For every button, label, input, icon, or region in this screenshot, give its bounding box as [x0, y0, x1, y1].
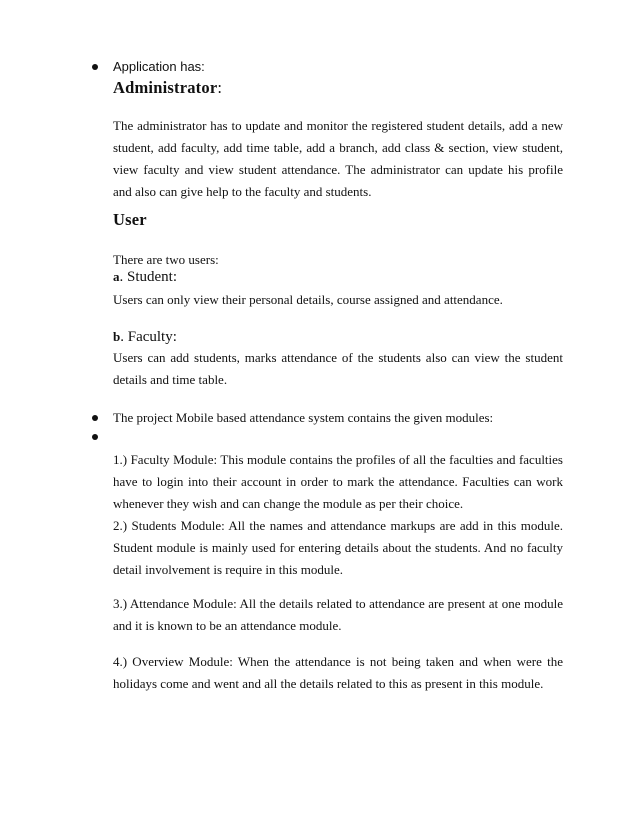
user-heading: User — [113, 210, 147, 229]
student-marker: a — [113, 269, 120, 284]
application-has-text: Application has: — [113, 59, 205, 74]
user-intro-text: There are two users: — [113, 252, 219, 267]
faculty-label-text: . Faculty: — [120, 329, 177, 345]
faculty-label — [113, 329, 177, 346]
administrator-heading-colon: : — [217, 78, 223, 97]
student-label — [113, 269, 177, 286]
module-item-overview: 4.) Overview Module: When the attendance is not being taken and when were the holidays come and went and all the details related to this as present in this module. — [113, 654, 563, 691]
faculty-description: Users can add students, marks attendance of the students also can view the student details and time table. — [113, 350, 563, 387]
module-item-attendance: 3.) Attendance Module: All the details related to attendance are present at one module and it is known to be an attendance module. — [113, 596, 563, 633]
administrator-paragraph: The administrator has to update and monitor the registered student details, add a new student, add faculty, add time table, add a branch, add class & section, view student, view faculty and view student attendance. The administrator can update his profile and also can give help to the faculty and students. — [113, 118, 563, 199]
faculty-marker: b — [113, 329, 121, 344]
administrator-heading-text: Administrator — [113, 78, 218, 97]
administrator-heading — [113, 78, 222, 98]
bullet-icon — [92, 434, 98, 440]
module-item-students: 2.) Students Module: All the names and attendance markups are add in this module. Student module is mainly used for entering details about the students. And no faculty detail involvement is require in this module. — [113, 518, 563, 577]
bullet-icon — [92, 415, 98, 421]
bullet-icon — [92, 64, 98, 70]
module-item-faculty: 1.) Faculty Module: This module contains the profiles of all the faculties and faculties have to login into their account in order to mark the attendance. Faculties can work whenever they wish and can change the module as per their choice. — [113, 452, 563, 511]
modules-intro-text: The project Mobile based attendance system contains the given modules: — [113, 410, 494, 425]
student-description: Users can only view their personal details, course assigned and attendance. — [113, 292, 503, 307]
student-label-text: . Student: — [119, 269, 178, 285]
